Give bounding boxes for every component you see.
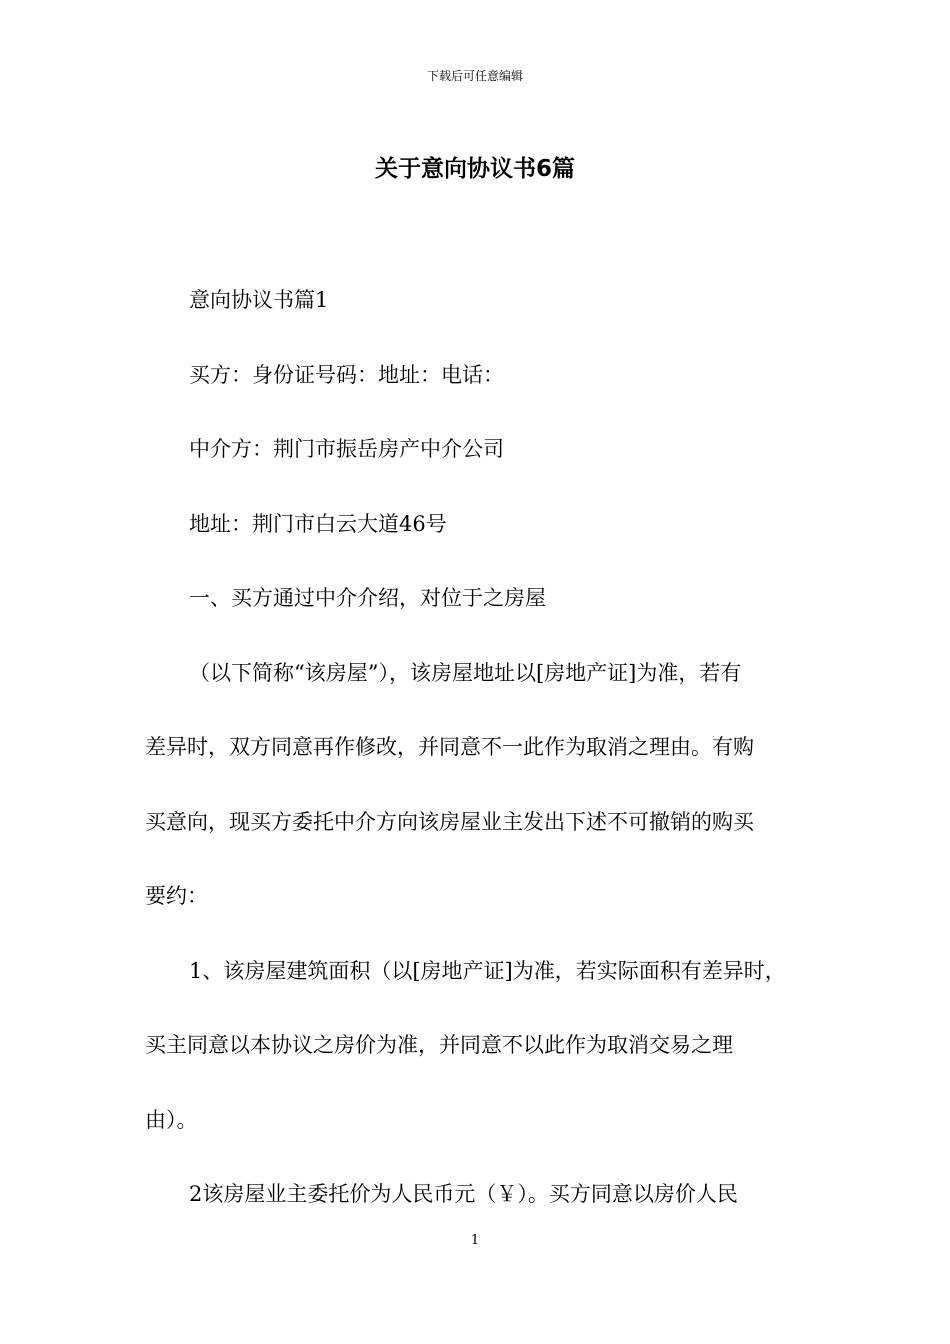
body-line: 买意向，现买方委托中介方向该房屋业主发出下述不可撤销的购买	[145, 809, 754, 834]
body-line: 差异时，双方同意再作修改，并同意不一此作为取消之理由。有购	[145, 735, 754, 759]
page-number: 1	[470, 1233, 480, 1248]
body-line: 由）。	[145, 1107, 198, 1132]
body-line: 中介方：荆门市振岳房产中介公司	[189, 437, 504, 461]
body-line: 1、该房屋建筑面积（以[房地产证]为准，若实际面积有差异时，	[189, 958, 786, 983]
body-line: 买方：身份证号码：地址：电话：	[189, 362, 504, 387]
body-line: 买主同意以本协议之房价为准，并同意不以此作为取消交易之理	[145, 1033, 733, 1057]
body-line: （以下简称“该房屋”），该房屋地址以[房地产证]为准，若有	[189, 660, 742, 685]
document-body	[145, 263, 815, 1232]
body-line: 地址：荆门市白云大道46号	[189, 511, 447, 536]
body-line: 意向协议书篇1	[189, 288, 329, 312]
document-title: 关于意向协议书6篇	[374, 156, 575, 182]
body-line: 2该房屋业主委托价为人民币元（￥）。买方同意以房价人民	[189, 1182, 738, 1206]
body-line: 要约：	[145, 884, 208, 908]
body-line: 一、买方通过中介介绍，对位于之房屋	[189, 586, 546, 610]
header-note: 下载后可任意编辑	[426, 69, 523, 83]
